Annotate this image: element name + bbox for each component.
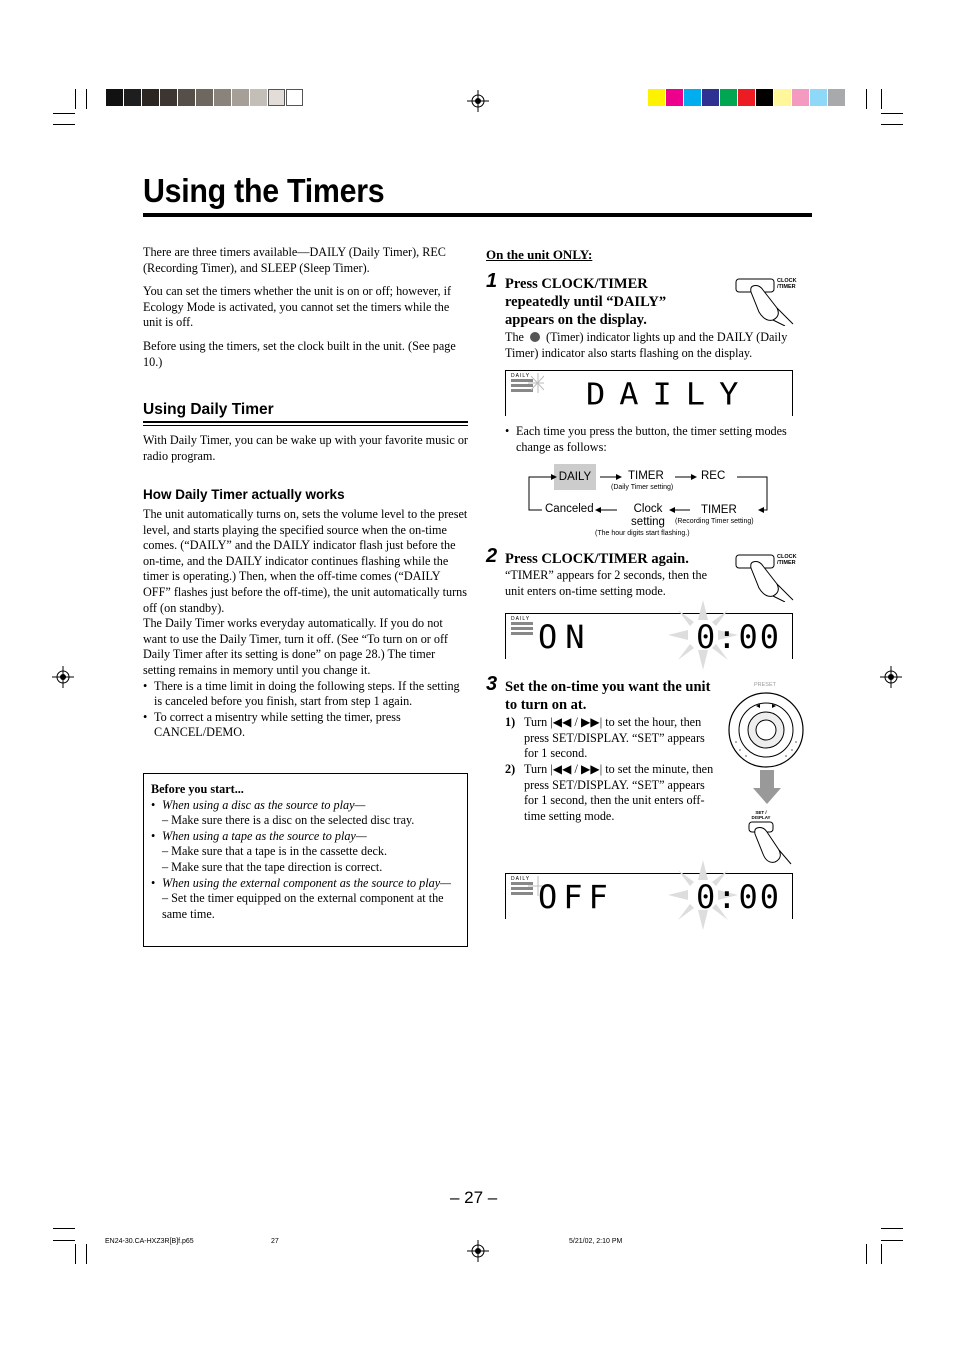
step-2-text: “TIMER” appears for 2 seconds, then the unit enters on-time setting mode. — [505, 568, 708, 598]
lcd-daily-indicator: DAILY — [511, 373, 531, 379]
gray-swatch — [286, 89, 303, 106]
subheading: How Daily Timer actually works — [143, 487, 345, 502]
footer-page: 27 — [271, 1238, 279, 1245]
section-intro: With Daily Timer, you can be wake up with your favorite music or radio program. — [143, 433, 468, 463]
step-1-text-a: The — [505, 330, 524, 344]
lcd-daily-indicator: DAILY — [511, 616, 531, 622]
section-rule — [143, 421, 468, 423]
bullet-item: • To correct a misentry while setting the timer, press CANCEL/DEMO. — [143, 710, 469, 741]
color-swatch — [756, 89, 773, 106]
box-item-sub: – Make sure that the tape direction is correct. — [162, 859, 383, 874]
flow-rec: REC — [701, 470, 726, 482]
set-display-label: SET / DISPLAY — [751, 810, 771, 820]
color-swatch — [810, 89, 827, 106]
color-swatch — [738, 89, 755, 106]
title-rule — [143, 213, 812, 217]
before-you-start-box — [143, 773, 468, 947]
registration-mark-top — [467, 90, 489, 112]
box-item-lead: When using a tape as the source to play— — [162, 828, 367, 843]
footer-date: 5/21/02, 2:10 PM — [569, 1238, 623, 1245]
clock-timer-button-label: CLOCK /TIMER — [777, 278, 797, 290]
step-1-note: • Each time you press the button, the timer setting modes change as follows: — [505, 424, 810, 455]
flow-timer-sub: (Daily Timer setting) — [611, 484, 674, 491]
box-item-sub: – Make sure that a tape is in the cassette deck. — [162, 844, 388, 859]
bullet-text: To correct a misentry while setting the timer, press CANCEL/DEMO. — [154, 709, 401, 740]
footer-file: EN24-30.CA-HXZ3R[B]f.p65 — [105, 1238, 194, 1245]
gray-swatch — [106, 89, 123, 106]
color-swatch — [648, 89, 665, 106]
left-column — [143, 245, 469, 370]
flow-clock: Clock setting — [631, 503, 665, 528]
registration-mark-right — [880, 666, 902, 688]
color-swatch — [792, 89, 809, 106]
color-swatch — [666, 89, 683, 106]
gray-swatch — [250, 89, 267, 106]
gray-swatch — [268, 89, 285, 106]
bullet-text: There is a time limit in doing the following steps. If the setting is canceled before you finish, start from step 1 again. — [154, 678, 460, 709]
unit-only-label: On the unit ONLY: — [486, 247, 593, 262]
flow-clock-sub: (The hour digits start flashing.) — [595, 530, 690, 537]
flow-canceled: Canceled — [545, 503, 594, 515]
step-3-sub-1 — [505, 715, 720, 762]
step-3-number: 3 — [486, 673, 498, 695]
box-title: Before you start... — [151, 782, 244, 796]
flow-timer: TIMER — [628, 470, 664, 482]
step-1-text — [505, 330, 812, 361]
sub-number: 1) — [505, 715, 516, 729]
registration-mark-bottom — [467, 1240, 489, 1262]
step-1-number: 1 — [486, 270, 498, 292]
sub-text: Turn |◀◀ / ▶▶| to set the minute, then press SET/DISPLAY. “SET” appears for 1 second, then the unit enters off-time setting mode. — [524, 762, 714, 823]
gray-swatch — [178, 89, 195, 106]
step-3-sub-2 — [505, 762, 720, 824]
step-3-title: Set the on-time you want the unit to turn on at. — [505, 679, 711, 713]
box-item-lead: When using the external component as the source to play— — [162, 875, 451, 890]
timer-indicator-icon — [530, 332, 540, 342]
lcd-text: DAILY — [586, 375, 753, 413]
clock-timer-button-label: CLOCK /TIMER — [777, 554, 797, 566]
preset-label: PRESET — [754, 682, 777, 688]
color-swatch — [702, 89, 719, 106]
box-item-lead: When using a disc as the source to play— — [162, 797, 366, 812]
page-number: – 27 – — [450, 1188, 498, 1207]
multi-control-knob-icon — [726, 690, 806, 770]
gray-swatch — [214, 89, 231, 106]
flow-arrows — [525, 462, 795, 542]
timer-mode-flow-diagram — [525, 462, 795, 542]
set-display-button-icon — [747, 820, 795, 868]
intro-paragraph: Before using the timers, set the clock built in the unit. (See page 10.) — [143, 338, 456, 369]
color-swatch — [774, 89, 791, 106]
flow-rec-timer: TIMER — [701, 504, 737, 516]
lcd-display-off — [505, 873, 793, 919]
body-paragraph: The unit automatically turns on, sets the volume level to the preset level, and starts playing the specified source when the on-time comes. (“DAILY” and the DAILY indicator flash just before the on-time, and the DAILY indicator continues flashing while the timer is operating.) Then, when the off-time comes (“DAILY OFF” flashes just before the off-time), the unit automatically turns off (on standby). — [143, 507, 468, 615]
gray-swatch — [160, 89, 177, 106]
sub-text: Turn |◀◀ / ▶▶| to set the hour, then press SET/DISPLAY. “SET” appears for 1 second. — [524, 715, 705, 761]
how-it-works — [143, 507, 469, 741]
gray-swatch — [196, 89, 213, 106]
section-heading: Using Daily Timer — [143, 401, 274, 418]
gray-swatch — [142, 89, 159, 106]
lcd-text-left: ON — [538, 618, 593, 656]
lcd-display-daily — [505, 370, 793, 416]
gray-swatch — [124, 89, 141, 106]
step-2-number: 2 — [486, 545, 498, 567]
lcd-text-right: 0:00 — [696, 878, 782, 916]
color-swatch — [828, 89, 845, 106]
lcd-indicator-cluster — [508, 371, 544, 397]
step-1-title: Press CLOCK/TIMER repeatedly until “DAILY” appears on the display. — [505, 276, 667, 328]
down-arrow-icon — [753, 770, 781, 806]
lcd-display-on — [505, 613, 793, 659]
lcd-daily-indicator: DAILY — [511, 876, 531, 882]
box-item-sub: – Set the timer equipped on the external component at the same time. — [162, 891, 444, 921]
lcd-text-right: 0:00 — [696, 618, 782, 656]
step-1-text-b: (Timer) indicator lights up and the DAILY (Daily Timer) indicator also starts flashing on the display. — [505, 330, 788, 360]
sub-number: 2) — [505, 762, 516, 776]
step-2-title: Press CLOCK/TIMER again. — [505, 551, 689, 567]
registration-mark-left — [52, 666, 74, 688]
box-item-sub: – Make sure there is a disc on the selected disc tray. — [162, 813, 415, 828]
page-title: Using the Timers — [143, 172, 385, 209]
box-item: • When using a disc as the source to play— — [151, 797, 366, 812]
gray-swatch — [232, 89, 249, 106]
flow-daily: DAILY — [554, 464, 596, 490]
color-swatch — [684, 89, 701, 106]
step-1-note-text: Each time you press the button, the timer setting modes change as follows: — [516, 424, 787, 454]
section-rule-thin — [143, 425, 468, 426]
color-swatch — [720, 89, 737, 106]
lcd-text-left: OFF — [538, 878, 614, 916]
box-item: • When using the external component as the source to play— — [151, 875, 451, 890]
body-paragraph: The Daily Timer works everyday automatically. If you do not want to use the Daily Timer, turn it off. (See “To turn on or off Daily Timer after its setting is done” on page 28.) The timer setting remains in memory until you change it. — [143, 616, 448, 677]
intro-paragraph: There are three timers available—DAILY (Daily Timer), REC (Recording Timer), and SLEEP (Sleep Timer). — [143, 245, 446, 275]
bullet-item: • There is a time limit in doing the following steps. If the setting is canceled before you finish, start from step 1 again. — [143, 679, 469, 710]
section-body — [143, 433, 469, 464]
intro-paragraph: You can set the timers whether the unit is on or off; however, if Ecology Mode is activated, you cannot set the timers while the unit is off. — [143, 284, 452, 330]
box-items — [151, 798, 459, 923]
box-item: • When using a tape as the source to play— — [151, 828, 367, 843]
flow-rec-timer-sub: (Recording Timer setting) — [675, 518, 754, 525]
